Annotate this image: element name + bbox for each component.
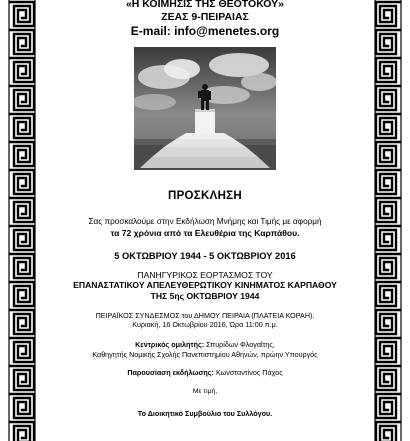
speaker-title: Καθηγητής Νομικής Σχολής Πανεπιστημίου Αθηνών, πρώην Υπουργός <box>92 349 318 359</box>
greek-key-border-right <box>374 0 402 441</box>
speaker-details <box>46 340 364 359</box>
invitation-text <box>46 217 364 239</box>
speaker-label: Κεντρικός ομιλητής: <box>135 340 205 350</box>
event-line-3: ΤΗΣ 5ης ΟΚΤΩΒΡΙΟΥ 1944 <box>150 290 260 301</box>
venue-details <box>46 311 364 330</box>
closing-regards: Με τιμή, <box>192 387 218 395</box>
monument-photo <box>134 47 276 170</box>
association-address: ΖΕΑΣ 9-ΠΕΙΡΑΙΑΣ <box>161 11 249 23</box>
invitation-document <box>46 0 364 441</box>
presenter-details <box>46 368 364 378</box>
event-line-2: ΕΠΑΝΑΣΤΑΤΙΚΟΥ ΑΠΕΛΕΥΘΕΡΩΤΙΚΟΥ ΚΙΝΗΜΑΤΟΣ ΚΑΡΠΑΘΟΥ <box>73 280 337 291</box>
signature-board: Το Διοικητικό Συμβούλιο του Συλλόγου. <box>137 408 273 418</box>
presenter-name: Κωνσταντίνος Πάχος <box>215 368 283 378</box>
greek-key-border-left <box>8 0 36 441</box>
presenter-label: Παρουσίαση εκδήλωσης: <box>127 368 214 378</box>
event-line-1: ΠΑΝΗΓΥΡΙΚΟΣ ΕΟΡΤΑΣΜΟΣ ΤΟΥ <box>137 270 273 280</box>
speaker-name: Σπυρίδων Φλογαΐτης, <box>206 340 275 350</box>
venue-datetime: Κυριακή, 16 Οκτωβρίου 2016, Ώρα 11:00 π.μ. <box>132 320 278 330</box>
association-name: «Η ΚΟΙΜΗΣΙΣ ΤΗΣ ΘΕΟΤΟΚΟΥ» <box>125 0 285 10</box>
association-email: E-mail: info@menetes.org <box>130 24 280 38</box>
anniversary-dates: 5 ΟΚΤΩΒΡΙΟΥ 1944 - 5 ΟΚΤΩΒΡΙΟΥ 2016 <box>114 251 296 261</box>
event-description <box>46 270 364 301</box>
invitation-title: ΠΡΟΣΚΛΗΣΗ <box>167 190 242 202</box>
venue-location: ΠΕΙΡΑΪΚΟΣ ΣΥΝΔΕΣΜΟΣ του ΔΗΜΟΥ ΠΕΙΡΑΙΑ (ΠΛΑΤΕΙΑ ΚΟΡΑΗ). <box>95 310 315 320</box>
invitation-line-2: τα 72 χρόνια από τα Ελευθέρια της Καρπάθου. <box>110 227 300 238</box>
invitation-line-1: Σας προσκαλούμε στην Εκδήλωση Μνήμης και Τιμής με αφορμή <box>88 217 322 226</box>
